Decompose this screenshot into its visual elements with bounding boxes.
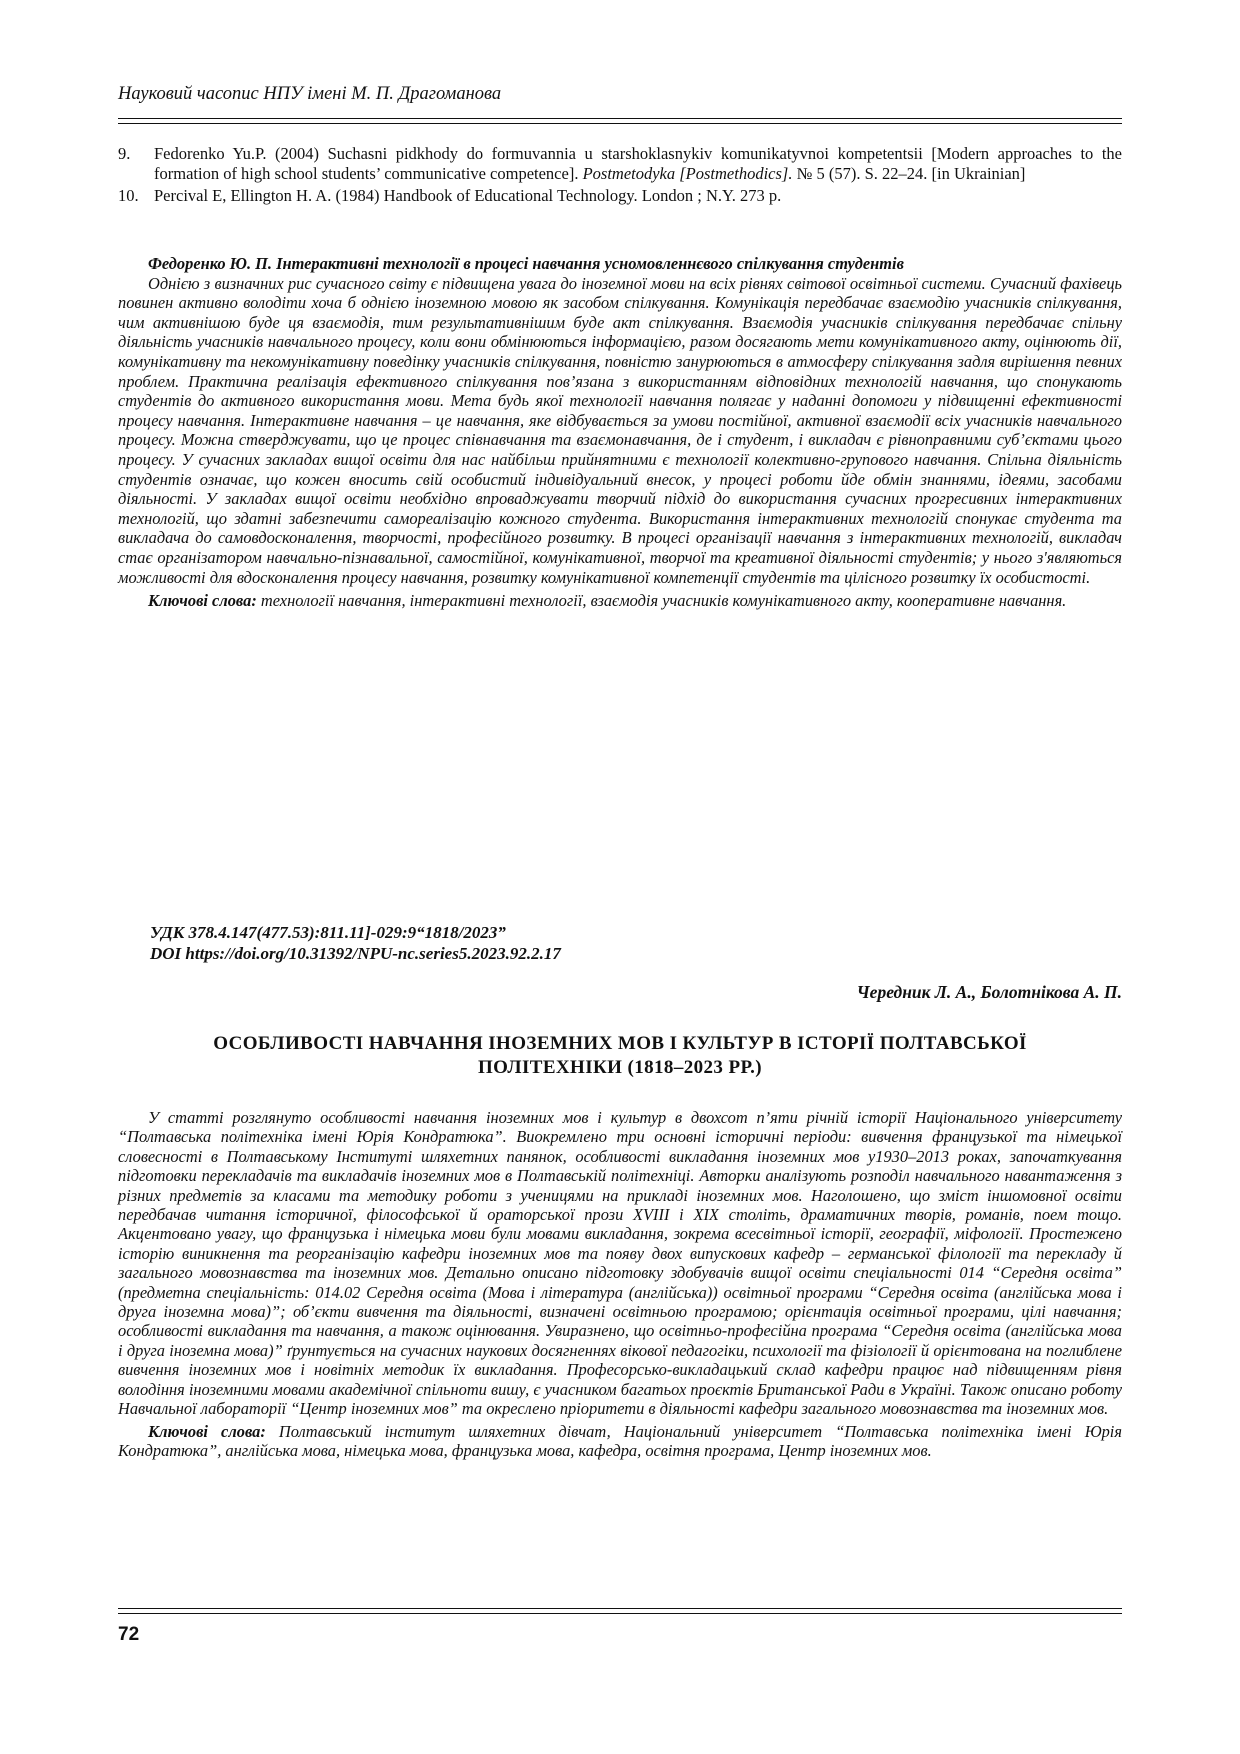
summary-keywords-label: Ключові слова: <box>148 591 257 611</box>
abstract-keywords <box>118 1422 1122 1461</box>
article-title-line-1: ОСОБЛИВОСТІ НАВЧАННЯ ІНОЗЕМНИХ МОВ І КУЛЬТУР В ІСТОРІЇ ПОЛТАВСЬКОЇ <box>213 1033 1027 1054</box>
doi-link[interactable]: DOI https://doi.org/10.31392/NPU-nc.series5.2023.92.2.17 <box>150 944 561 963</box>
article-title-line-2: ПОЛІТЕХНІКИ (1818–2023 РР.) <box>478 1057 762 1078</box>
article-identifiers <box>150 922 561 964</box>
summary-keywords <box>118 591 1122 611</box>
reference-text: Fedorenko Yu.P. (2004) Suchasni pidkhody do formuvannia u starshoklasnykiv komunikatyvnoi kompetentsii [Modern approaches to the formation of high school students’ communicative competence]. <box>154 144 1122 183</box>
article-abstract-block <box>118 1108 1122 1460</box>
page-number: 72 <box>118 1624 140 1645</box>
summary-body: Однією з визначних рис сучасного світу є підвищена увага до іноземної мови на всіх рівнях світової освітньої системи. Сучасний фахівець повинен активно володіти хоча б однією іноземною мовою як засобом спілкування. Комунікація передбачає взаємодію учасників спілкування, чим активнішою буде ця взаємодія, тим результативнішим буде акт спілкування. Взаємодія учасників спілкування передбачає спільну діяльність учасників навчального процесу, коли вони обмінюються інформацією, разом досягають мети комунікативного акту, оцінюють дії, комунікативну та некомунікативну поведінку учасників спілкування, повністю занурюються в атмосферу спілкування задля вирішення певних проблем. Практична реалізація ефективного спілкування пов’язана з використанням відповідних технологій навчання, що спонукають студентів до активного використання мови. Мета будь якої технології навчання полягає у наданні допомоги у підвищенні ефективності процесу навчання. Інтерактивне навчання – це навчання, яке відбувається за умови постійної, активної взаємодії всіх учасників навчального процесу. Можна стверджувати, що це процес співнавчання та взаємонавчання, де і студент, і викладач є рівноправними суб’єктами цього процесу. У сучасних закладах вищої освіти для нас найбільш прийнятними є технології колективно-групового навчання. Спільна діяльність студентів означає, що кожен вносить свій особистий індивідуальний внесок, у процесі роботи йде обмін знаннями, ідеями, засобами діяльності. У закладах вищої освіти необхідно впроваджувати творчий підхід до використання сучасних прогресивних інтерактивних технологій, що здатні забезпечити самореалізацію кожного студента. Використання інтерактивних технологій спонукає студента та викладача до самовдосконалення, творчості, професійного розвитку. В процесі організації навчання з інтерактивних технологій, викладач стає організатором навчально-пізнавальної, самостійної, комунікативної, творчої та креативної діяльності студентів; у нього з'являються можливості для вдосконалення процесу навчання, розвитку комунікативної компетенції студентів та цілісного розвитку їх особистості. <box>118 273 1122 587</box>
reference-number: 9. <box>118 144 131 163</box>
running-title: Науковий часопис НПУ імені М. П. Драгоманова <box>118 84 502 104</box>
article-title <box>118 1032 1122 1080</box>
footer-rule-bottom <box>118 1613 1122 1614</box>
header-rule-top <box>118 118 1122 119</box>
abstract-keywords-text: Полтавський інститут шляхетних дівчат, Національний університет “Полтавська політехніка імені Юрія Кондратюка”, англійська мова, німецька мова, французька мова, кафедра, освітня програма, Центр іноземних мов. <box>118 1421 1122 1460</box>
article-authors: Чередник Л. А., Болотнікова А. П. <box>856 982 1122 1002</box>
summary-keywords-text: технології навчання, інтерактивні технології, взаємодія учасників комунікативного акту, кооперативне навчання. <box>260 591 1067 611</box>
reference-item <box>118 144 1122 183</box>
reference-tail: № 5 (57). S. 22–24. [in Ukrainian] <box>796 163 1026 183</box>
reference-item <box>118 186 1122 206</box>
english-summary-block <box>118 254 1122 611</box>
summary-title: Федоренко Ю. П. Інтерактивні технології в процесі навчання усномовленнєвого спілкування студентів <box>148 254 904 273</box>
abstract-keywords-label: Ключові слова: <box>148 1421 266 1441</box>
reference-list <box>118 144 1122 209</box>
abstract-body: У статті розглянуто особливості навчання іноземних мов і культур в двохсот п’яти річній історії Національного університету “Полтавська політехніка імені Юрія Кондратюка”. Виокремлено три основні історичні періоди: вивчення французької та німецької словесності в Полтавському Інституті шляхетних панянок, особливості викладання іноземних мов у1930–2013 роках, започаткування підготовки перекладачів та викладачів іноземних мов в Полтавській політехніці. Авторки аналізують розподіл навчального навантаження з різних предметів за класами та методику роботи з ученицями на прикладі іноземних мов. Наголошено, що зміст іншомовної освіти передбачав читання історичної, філософської й ораторської прози XVIII і XIX століть, драматичних творів, романів, поем тощо. Акцентовано увагу, що французька і німецька мови були мовами викладання, зокрема всесвітньої історії, географії, міфології. Простежено історію виникнення та реорганізацію кафедри іноземних мов та появу двох випускових кафедр – германської філології та перекладу й загального мовознавства та іноземних мов. Детально описано підготовку здобувачів вищої освіти спеціальності 014 “Середня освіта” (предметна спеціальність: 014.02 Середня освіта (Мова і література (англійська)) освітньої програми “Середня освіта (англійська мова і друга іноземна мова)”; об’єкти вивчення та діяльності, визначені освітньою програмою; орієнтація освітньої програми, цілі навчання; особливості викладання та навчання, а також оцінювання. Увиразнено, що освітньо-професійна програма “Середня освіта (англійська мова і друга іноземна мова)” ґрунтується на сучасних наукових досягненнях вікової педагогіки, психології та фізіології й орієнтована на поглиблене вивчення іноземних мов і новітніх методик їх викладання. Професорсько-викладацький склад кафедри працює над підвищенням рівня володіння іноземними мовами академічної спільноти вишу, є учасником багатьох проєктів Британської Ради в Україні. Також описано роботу Навчальної лабораторії “Центр іноземних мов” та окреслено пріоритети в діяльності кафедри загального мовознавства та іноземних мов. <box>118 1108 1122 1419</box>
reference-text: Percival E, Ellington H. A. (1984) Handbook of Educational Technology. London ; N.Y. 273 p. <box>154 186 782 205</box>
footer-rule-top <box>118 1608 1122 1609</box>
header-rule-bottom <box>118 123 1122 124</box>
reference-number: 10. <box>118 186 139 205</box>
udc-code: УДК 378.4.147(477.53):811.11]-029:9“1818/2023” <box>150 923 506 942</box>
reference-journal: Postmetodyka [Postmethodics]. <box>582 163 793 183</box>
